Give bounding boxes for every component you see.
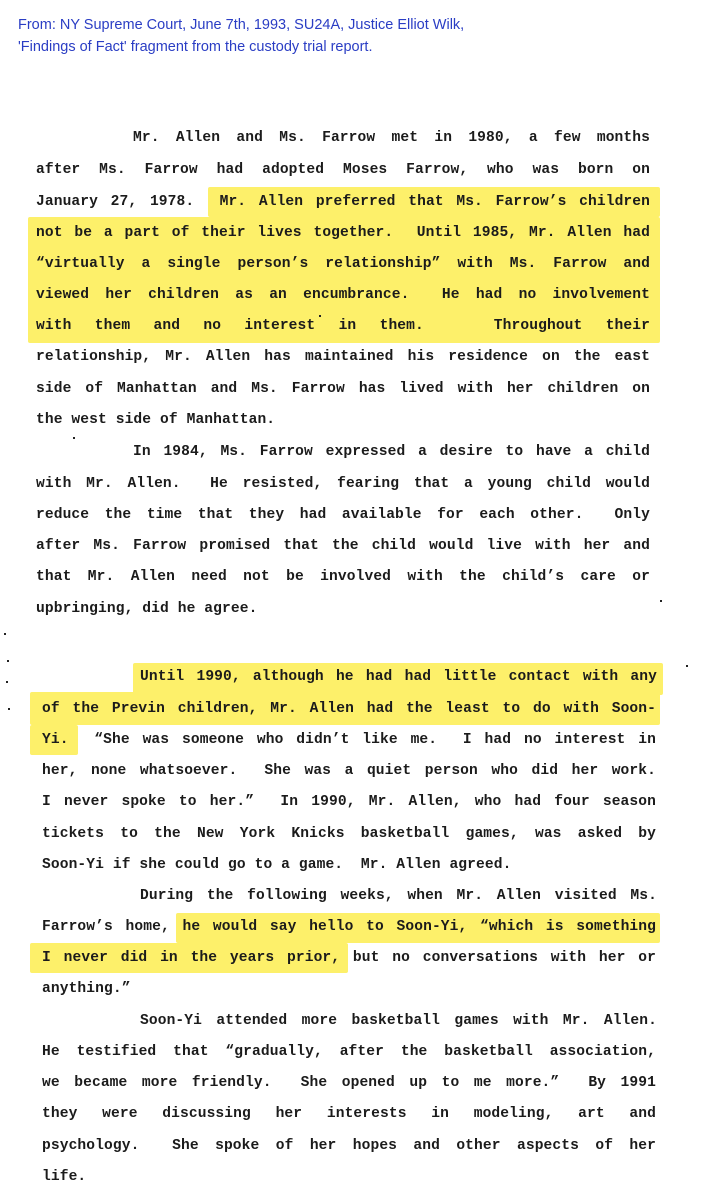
text-line: with Mr. Allen. He resisted, fearing that a young child would (36, 476, 650, 492)
source-line-1: From: NY Supreme Court, June 7th, 1993, SU24A, Justice Elliot Wilk, (18, 17, 465, 33)
text-line: the west side of Manhattan. (36, 412, 276, 428)
text-line: relationship, Mr. Allen has maintained his residence on the east (36, 349, 650, 365)
text-line: after Ms. Farrow had adopted Moses Farrow, who was born on (36, 162, 650, 178)
text-line: Mr. Allen and Ms. Farrow met in 1980, a few months (133, 130, 650, 146)
scan-speck (73, 437, 75, 439)
text-line: anything.” (42, 981, 131, 997)
text-line: psychology. She spoke of her hopes and other aspects of her (42, 1138, 656, 1154)
scan-speck (660, 600, 662, 602)
text-line: they were discussing her interests in modeling, art and (42, 1106, 656, 1122)
scan-speck (8, 708, 10, 710)
text-line: January 27, 1978. Mr. Allen preferred that Ms. Farrow’s children (36, 194, 650, 210)
text-line: I never did in the years prior, but no conversations with her or (42, 950, 656, 966)
text-line: upbringing, did he agree. (36, 601, 258, 617)
text-line: viewed her children as an encumbrance. He had no involvement (36, 287, 650, 303)
text-line: with them and no interest in them. Throughout their (36, 318, 650, 334)
text-line: I never spoke to her.” In 1990, Mr. Allen, who had four season (42, 794, 656, 810)
text-line: During the following weeks, when Mr. Allen visited Ms. (140, 888, 657, 904)
scan-speck (6, 681, 8, 683)
text-line: Until 1990, although he had had little contact with any (140, 669, 657, 685)
text-line: side of Manhattan and Ms. Farrow has lived with her children on (36, 381, 650, 397)
scan-speck (686, 665, 688, 667)
text-line: Yi. “She was someone who didn’t like me. I had no interest in (42, 732, 656, 748)
text-line: reduce the time that they had available for each other. Only (36, 507, 650, 523)
text-line: life. (42, 1169, 87, 1185)
text-line: tickets to the New York Knicks basketball games, was asked by (42, 826, 656, 842)
text-line: not be a part of their lives together. Until 1985, Mr. Allen had (36, 225, 650, 241)
scan-speck (319, 315, 321, 317)
text-line: after Ms. Farrow promised that the child would live with her and (36, 538, 650, 554)
text-line: that Mr. Allen need not be involved with the child’s care or (36, 569, 650, 585)
source-line-2: 'Findings of Fact' fragment from the custody trial report. (18, 39, 373, 55)
text-line: we became more friendly. She opened up to me more.” By 1991 (42, 1075, 656, 1091)
text-line: He testified that “gradually, after the basketball association, (42, 1044, 656, 1060)
text-line: Soon-Yi attended more basketball games with Mr. Allen. (140, 1013, 657, 1029)
text-line: her, none whatsoever. She was a quiet person who did her work. (42, 763, 656, 779)
text-line: Farrow’s home, he would say hello to Soon-Yi, “which is something (42, 919, 656, 935)
text-line: In 1984, Ms. Farrow expressed a desire to have a child (133, 444, 650, 460)
text-line: Soon-Yi if she could go to a game. Mr. Allen agreed. (42, 857, 512, 873)
text-line: “virtually a single person’s relationship” with Ms. Farrow and (36, 256, 650, 272)
scan-speck (4, 633, 6, 635)
source-note (18, 14, 698, 58)
text-line: of the Previn children, Mr. Allen had the least to do with Soon- (42, 701, 656, 717)
scan-speck (7, 660, 9, 662)
